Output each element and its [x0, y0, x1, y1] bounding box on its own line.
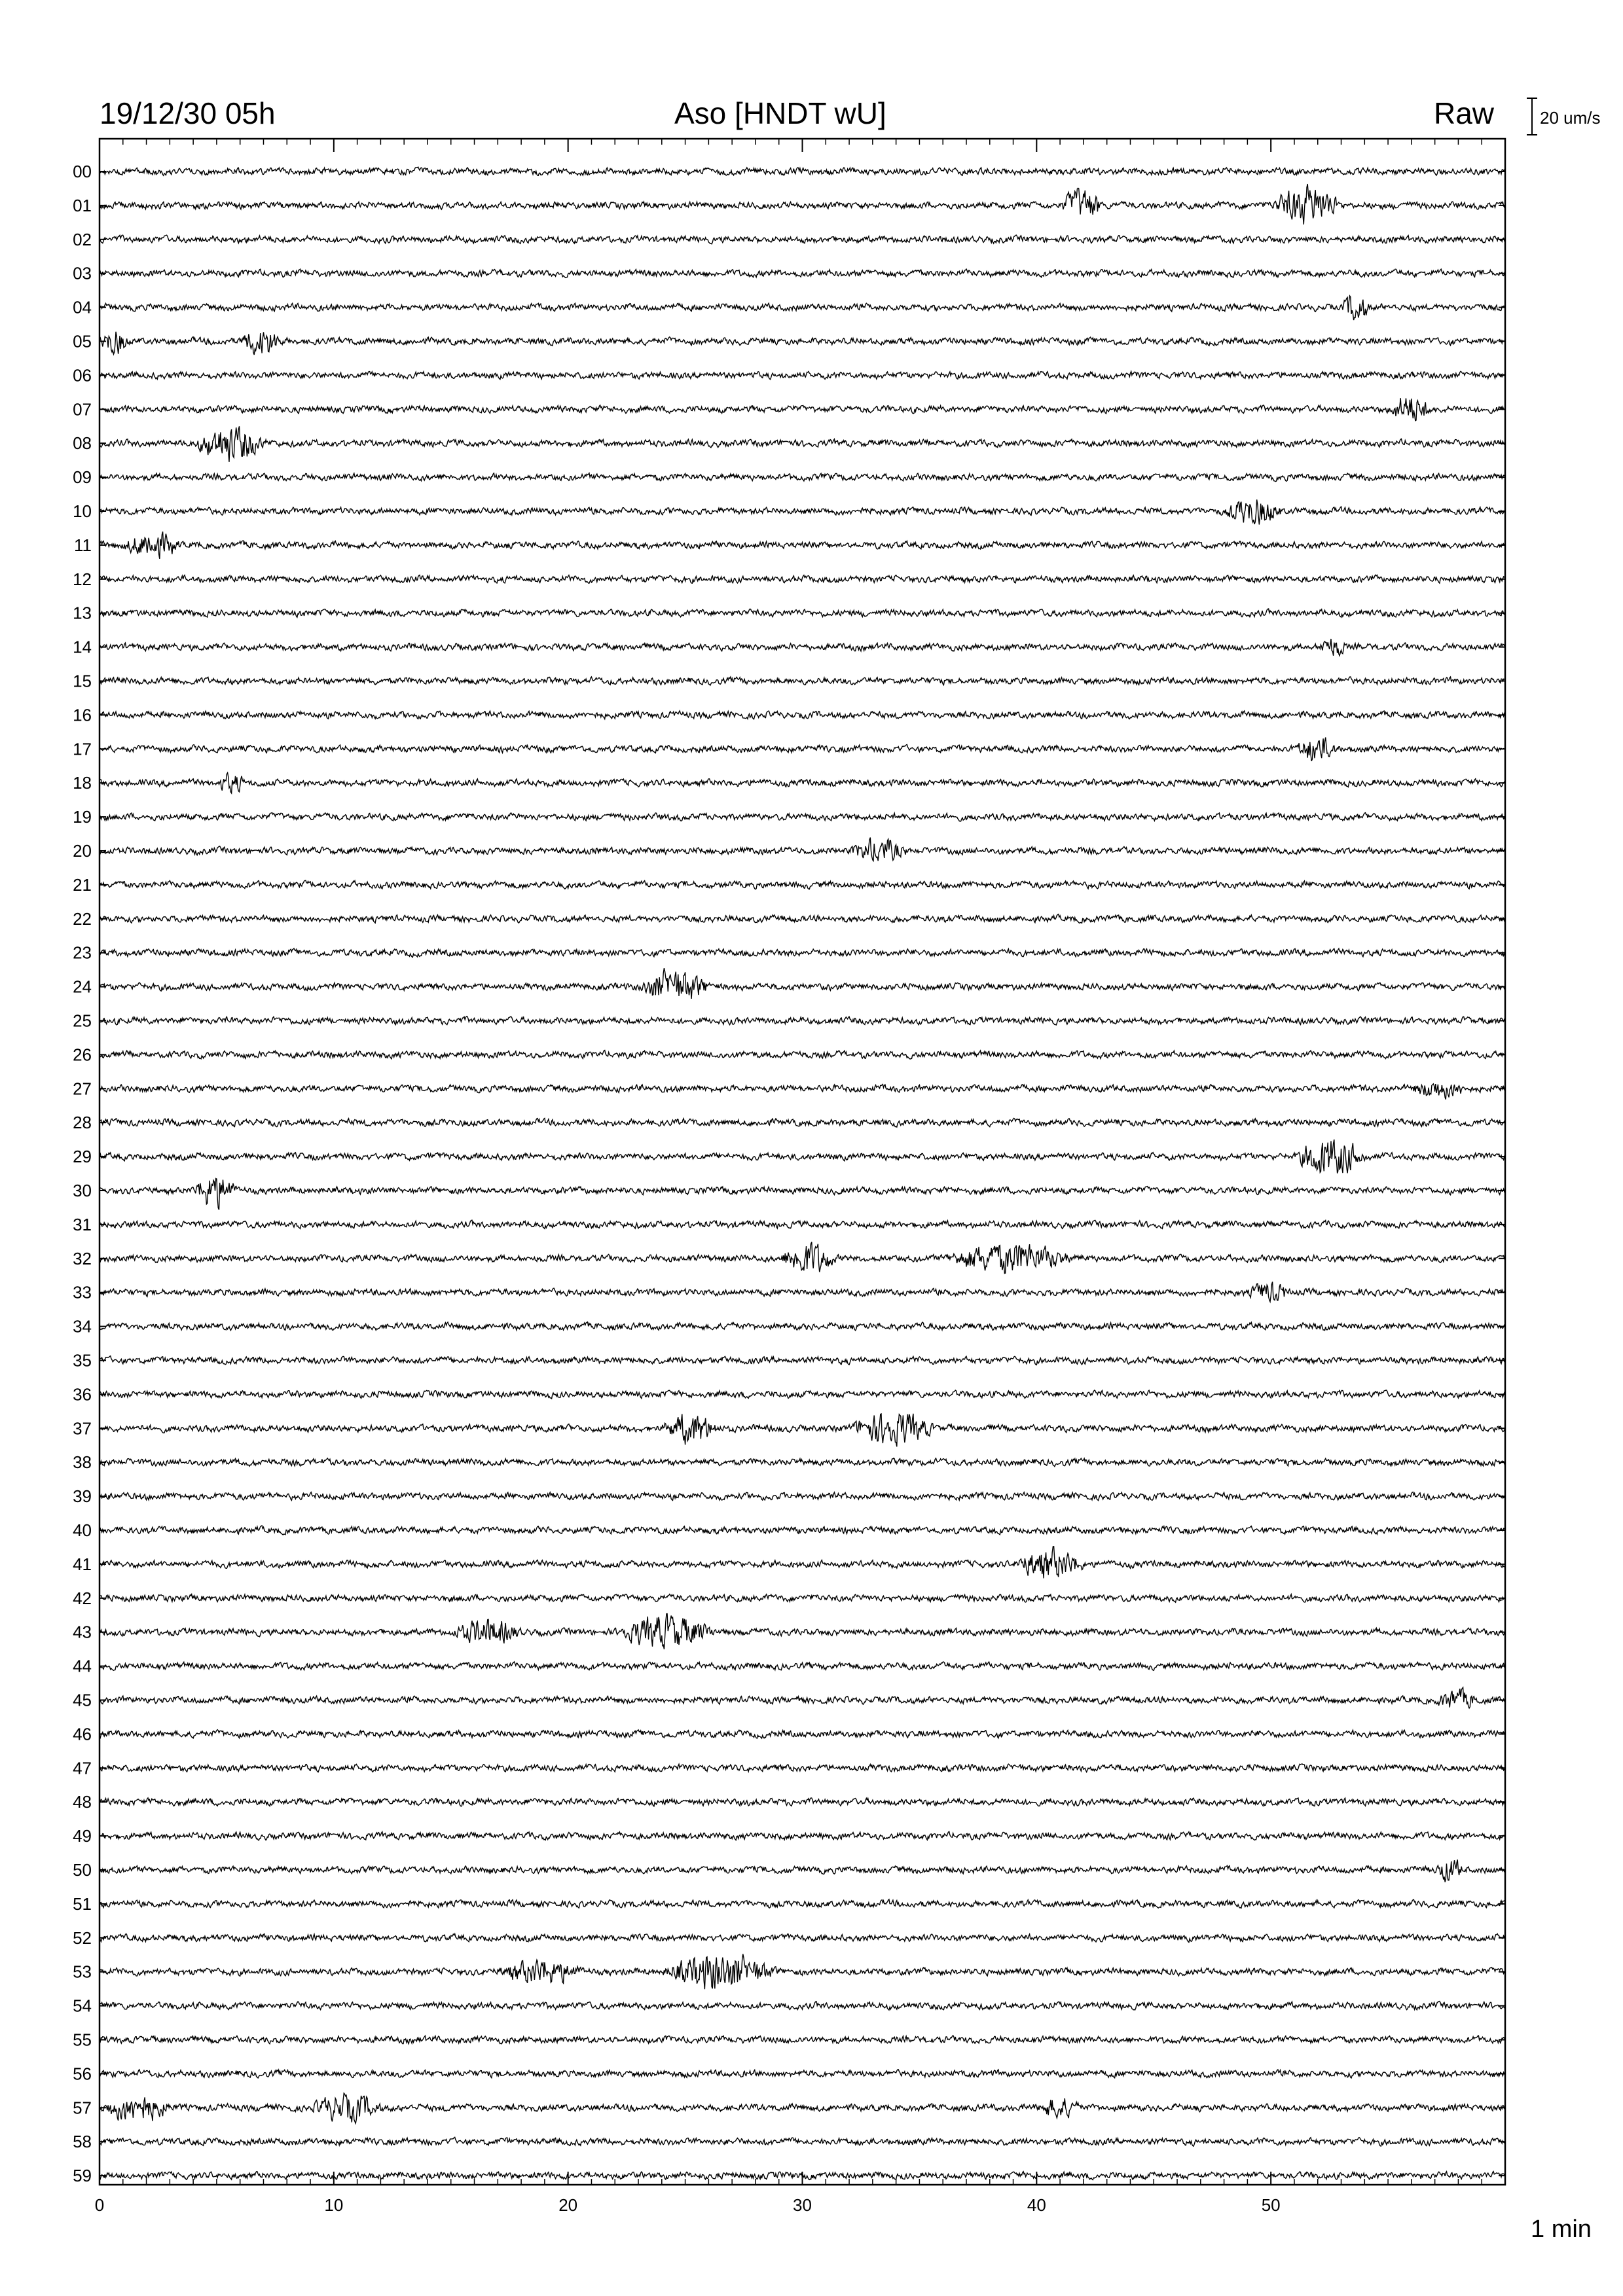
x-tick-label: 0 [94, 2195, 105, 2215]
row-label: 52 [73, 1928, 92, 1948]
row-label: 47 [73, 1758, 92, 1778]
row-label: 27 [73, 1079, 92, 1099]
row-label: 45 [73, 1690, 92, 1710]
trace-51 [100, 1899, 1505, 1909]
trace-43 [100, 1614, 1505, 1649]
row-label: 03 [73, 263, 92, 283]
row-label: 08 [73, 433, 92, 454]
row-label: 04 [73, 297, 92, 317]
trace-48 [100, 1798, 1505, 1806]
trace-11 [100, 531, 1505, 559]
row-label: 01 [73, 195, 92, 215]
trace-55 [100, 2036, 1505, 2044]
trace-44 [100, 1662, 1505, 1670]
row-label: 53 [73, 1962, 92, 1982]
header-datetime: 19/12/30 05h [100, 96, 276, 130]
row-label: 33 [73, 1282, 92, 1302]
trace-37 [100, 1414, 1505, 1446]
row-label: 42 [73, 1588, 92, 1608]
row-label: 58 [73, 2132, 92, 2152]
trace-34 [100, 1322, 1505, 1331]
trace-50 [100, 1859, 1505, 1882]
x-tick-label: 10 [324, 2195, 344, 2215]
trace-47 [100, 1764, 1505, 1772]
trace-54 [100, 2001, 1505, 2011]
trace-13 [100, 609, 1505, 617]
amplitude-scale-bar [1527, 98, 1537, 135]
row-label: 05 [73, 331, 92, 351]
trace-45 [100, 1687, 1505, 1708]
row-label: 26 [73, 1045, 92, 1065]
row-labels [73, 162, 1505, 2185]
trace-57 [100, 2093, 1505, 2123]
trace-02 [100, 235, 1505, 244]
trace-12 [100, 575, 1505, 583]
row-label: 10 [73, 501, 92, 521]
row-label: 57 [73, 2098, 92, 2118]
trace-23 [100, 948, 1505, 958]
row-label: 15 [73, 671, 92, 691]
x-tick-label: 50 [1261, 2195, 1281, 2215]
trace-32 [100, 1242, 1505, 1274]
trace-01 [100, 184, 1505, 224]
trace-15 [100, 677, 1505, 685]
trace-22 [100, 914, 1505, 924]
trace-29 [100, 1139, 1505, 1174]
row-label: 30 [73, 1181, 92, 1200]
plot-frame [100, 139, 1505, 2185]
row-label: 32 [73, 1248, 92, 1268]
trace-06 [100, 371, 1505, 379]
trace-42 [100, 1594, 1505, 1602]
row-label: 31 [73, 1214, 92, 1234]
trace-00 [100, 167, 1505, 175]
trace-19 [100, 813, 1505, 821]
row-label: 09 [73, 467, 92, 488]
row-label: 14 [73, 637, 92, 657]
row-label: 44 [73, 1656, 92, 1676]
row-label: 59 [73, 2166, 92, 2186]
row-label: 16 [73, 705, 92, 725]
trace-16 [100, 711, 1505, 719]
row-label: 12 [73, 569, 92, 589]
trace-17 [100, 738, 1505, 761]
trace-08 [100, 426, 1505, 462]
trace-18 [100, 773, 1505, 793]
trace-07 [100, 398, 1505, 421]
row-label: 39 [73, 1486, 92, 1507]
trace-53 [100, 1954, 1505, 1990]
x-axis-unit-label: 1 min [1531, 2215, 1592, 2243]
trace-46 [100, 1730, 1505, 1738]
trace-30 [100, 1179, 1505, 1210]
trace-26 [100, 1050, 1505, 1060]
row-label: 23 [73, 942, 92, 963]
row-label: 29 [73, 1147, 92, 1167]
trace-33 [100, 1282, 1505, 1302]
row-label: 25 [73, 1011, 92, 1031]
trace-41 [100, 1547, 1505, 1579]
row-label: 17 [73, 739, 92, 759]
trace-40 [100, 1526, 1505, 1535]
trace-05 [100, 332, 1505, 355]
row-label: 28 [73, 1113, 92, 1133]
row-label: 07 [73, 399, 92, 420]
trace-25 [100, 1016, 1505, 1025]
row-label: 41 [73, 1554, 92, 1574]
trace-38 [100, 1458, 1505, 1467]
header-station: Aso [HNDT wU] [674, 96, 886, 130]
amplitude-scale-label: 20 um/s [1540, 108, 1601, 128]
trace-10 [100, 499, 1505, 524]
trace-24 [100, 968, 1505, 999]
plot-border [100, 139, 1505, 2185]
trace-09 [100, 473, 1505, 482]
trace-28 [100, 1119, 1505, 1128]
row-label: 48 [73, 1792, 92, 1812]
row-label: 13 [73, 603, 92, 623]
trace-56 [100, 2070, 1505, 2078]
row-label: 24 [73, 977, 92, 997]
trace-14 [100, 639, 1505, 656]
row-label: 37 [73, 1418, 92, 1439]
row-label: 21 [73, 874, 92, 895]
row-label: 34 [73, 1316, 92, 1336]
trace-21 [100, 880, 1505, 889]
row-label: 46 [73, 1724, 92, 1744]
row-label: 38 [73, 1452, 92, 1473]
row-label: 43 [73, 1622, 92, 1642]
row-label: 56 [73, 2064, 92, 2084]
trace-58 [100, 2137, 1505, 2146]
trace-03 [100, 269, 1505, 278]
row-label: 18 [73, 773, 92, 793]
trace-04 [100, 296, 1505, 320]
row-label: 20 [73, 841, 92, 861]
trace-52 [100, 1934, 1505, 1943]
row-label: 55 [73, 2030, 92, 2050]
row-label: 35 [73, 1350, 92, 1371]
header-mode: Raw [1434, 96, 1495, 130]
row-label: 11 [74, 535, 92, 555]
trace-36 [100, 1390, 1505, 1399]
row-label: 36 [73, 1384, 92, 1405]
trace-35 [100, 1356, 1505, 1365]
row-label: 40 [73, 1520, 92, 1540]
trace-31 [100, 1220, 1505, 1229]
row-label: 02 [73, 229, 92, 249]
trace-20 [100, 838, 1505, 861]
trace-49 [100, 1831, 1505, 1840]
row-label: 49 [73, 1826, 92, 1846]
trace-27 [100, 1084, 1505, 1100]
row-label: 50 [73, 1860, 92, 1880]
trace-39 [100, 1492, 1505, 1501]
row-label: 51 [73, 1893, 92, 1914]
x-tick-label: 40 [1027, 2195, 1046, 2215]
axis-ticks [95, 139, 1505, 2215]
row-label: 00 [73, 162, 92, 181]
row-label: 22 [73, 908, 92, 929]
x-tick-label: 20 [558, 2195, 578, 2215]
row-label: 54 [73, 1996, 92, 2016]
x-tick-label: 30 [793, 2195, 812, 2215]
row-label: 06 [73, 365, 92, 386]
traces [100, 167, 1505, 2179]
row-label: 19 [73, 807, 92, 827]
